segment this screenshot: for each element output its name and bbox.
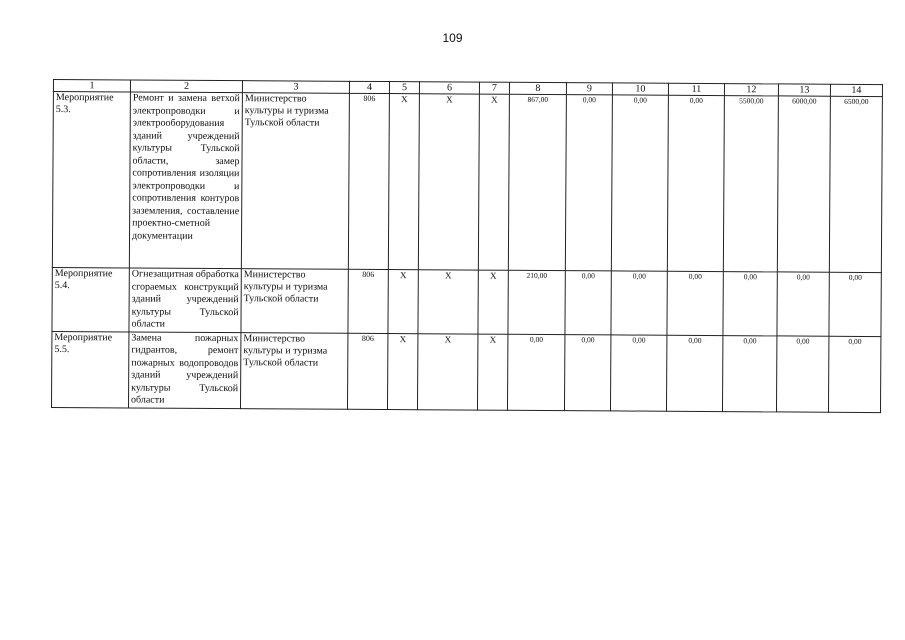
column-header: 1: [53, 80, 130, 92]
amount-cell: 0,00: [611, 271, 667, 335]
cell-x: Х: [418, 94, 479, 270]
amount-cell: 0,00: [828, 336, 880, 412]
budget-code: 806: [348, 269, 388, 333]
cell-x: Х: [478, 94, 509, 270]
table-row: [51, 331, 880, 412]
amount-cell: 0,00: [777, 272, 829, 336]
cell-x: Х: [388, 270, 418, 334]
amount-cell: 0,00: [776, 335, 828, 411]
cell-x: Х: [388, 94, 419, 270]
budget-code: 806: [347, 333, 387, 409]
amount-cell: 0,00: [829, 272, 881, 336]
cell-x: Х: [387, 333, 417, 409]
column-header: 9: [566, 83, 612, 95]
amount-cell: 0,00: [565, 95, 612, 271]
amount-cell: 0,00: [666, 335, 722, 411]
column-header: 4: [349, 81, 389, 93]
column-header: 8: [509, 82, 566, 94]
column-header: 10: [612, 83, 668, 95]
amount-cell: 0,00: [564, 334, 610, 410]
cell-x: Х: [477, 334, 507, 410]
amount-cell: 0,00: [610, 334, 666, 410]
column-header: 14: [830, 84, 882, 96]
amount-cell: 0,00: [722, 335, 776, 411]
responsible-organization: Министерство культуры и туризма Тульской области: [241, 93, 349, 270]
table-row: [52, 92, 882, 273]
column-header: 12: [724, 84, 778, 96]
column-header: 11: [668, 83, 724, 95]
activity-id: Мероприятие 5.4.: [52, 267, 129, 331]
activity-id: Мероприятие 5.5.: [51, 331, 128, 407]
activity-description: Ремонт и замена ветхой электропроводки и электрооборудования зданий учреждений культуры Тульской области, замер сопротивления изоляции электропроводки и сопротивления контуров заземления, составление проектно-сметной документации: [129, 92, 242, 269]
column-header: 5: [389, 82, 419, 94]
amount-cell: 0,00: [611, 95, 668, 271]
activity-description: Огнезащитная обработка сгораемых конструкций зданий учреждений культуры Тульской области: [129, 268, 241, 332]
responsible-organization: Министерство культуры и туризма Тульской области: [241, 269, 348, 333]
amount-cell: 210,00: [508, 270, 565, 334]
amount-cell: 6000,00: [777, 96, 830, 272]
cell-x: Х: [417, 333, 477, 409]
amount-cell: 0,00: [565, 271, 611, 335]
amount-cell: 5500,00: [723, 96, 778, 272]
activity-id: Мероприятие 5.3.: [52, 92, 130, 268]
activity-description: Замена пожарных гидрантов, ремонт пожарных водопроводов зданий учреждений культуры Тульской области: [128, 331, 240, 408]
amount-cell: 0,00: [667, 95, 724, 271]
column-header: 6: [419, 82, 479, 94]
page-number: 109: [442, 31, 463, 45]
budget-table: [51, 79, 883, 413]
amount-cell: 867,00: [508, 94, 566, 270]
budget-code: 806: [348, 93, 389, 269]
column-header: 13: [778, 84, 830, 96]
amount-cell: 0,00: [723, 272, 777, 336]
column-header: 7: [479, 82, 509, 94]
amount-cell: 6500,00: [829, 96, 882, 272]
column-header: 2: [130, 80, 242, 93]
table-row: [52, 267, 881, 336]
column-header: 3: [242, 81, 349, 94]
amount-cell: 0,00: [667, 271, 723, 335]
cell-x: Х: [478, 270, 508, 334]
responsible-organization: Министерство культуры и туризма Тульской области: [240, 332, 347, 409]
cell-x: Х: [418, 270, 478, 334]
amount-cell: 0,00: [507, 334, 564, 410]
